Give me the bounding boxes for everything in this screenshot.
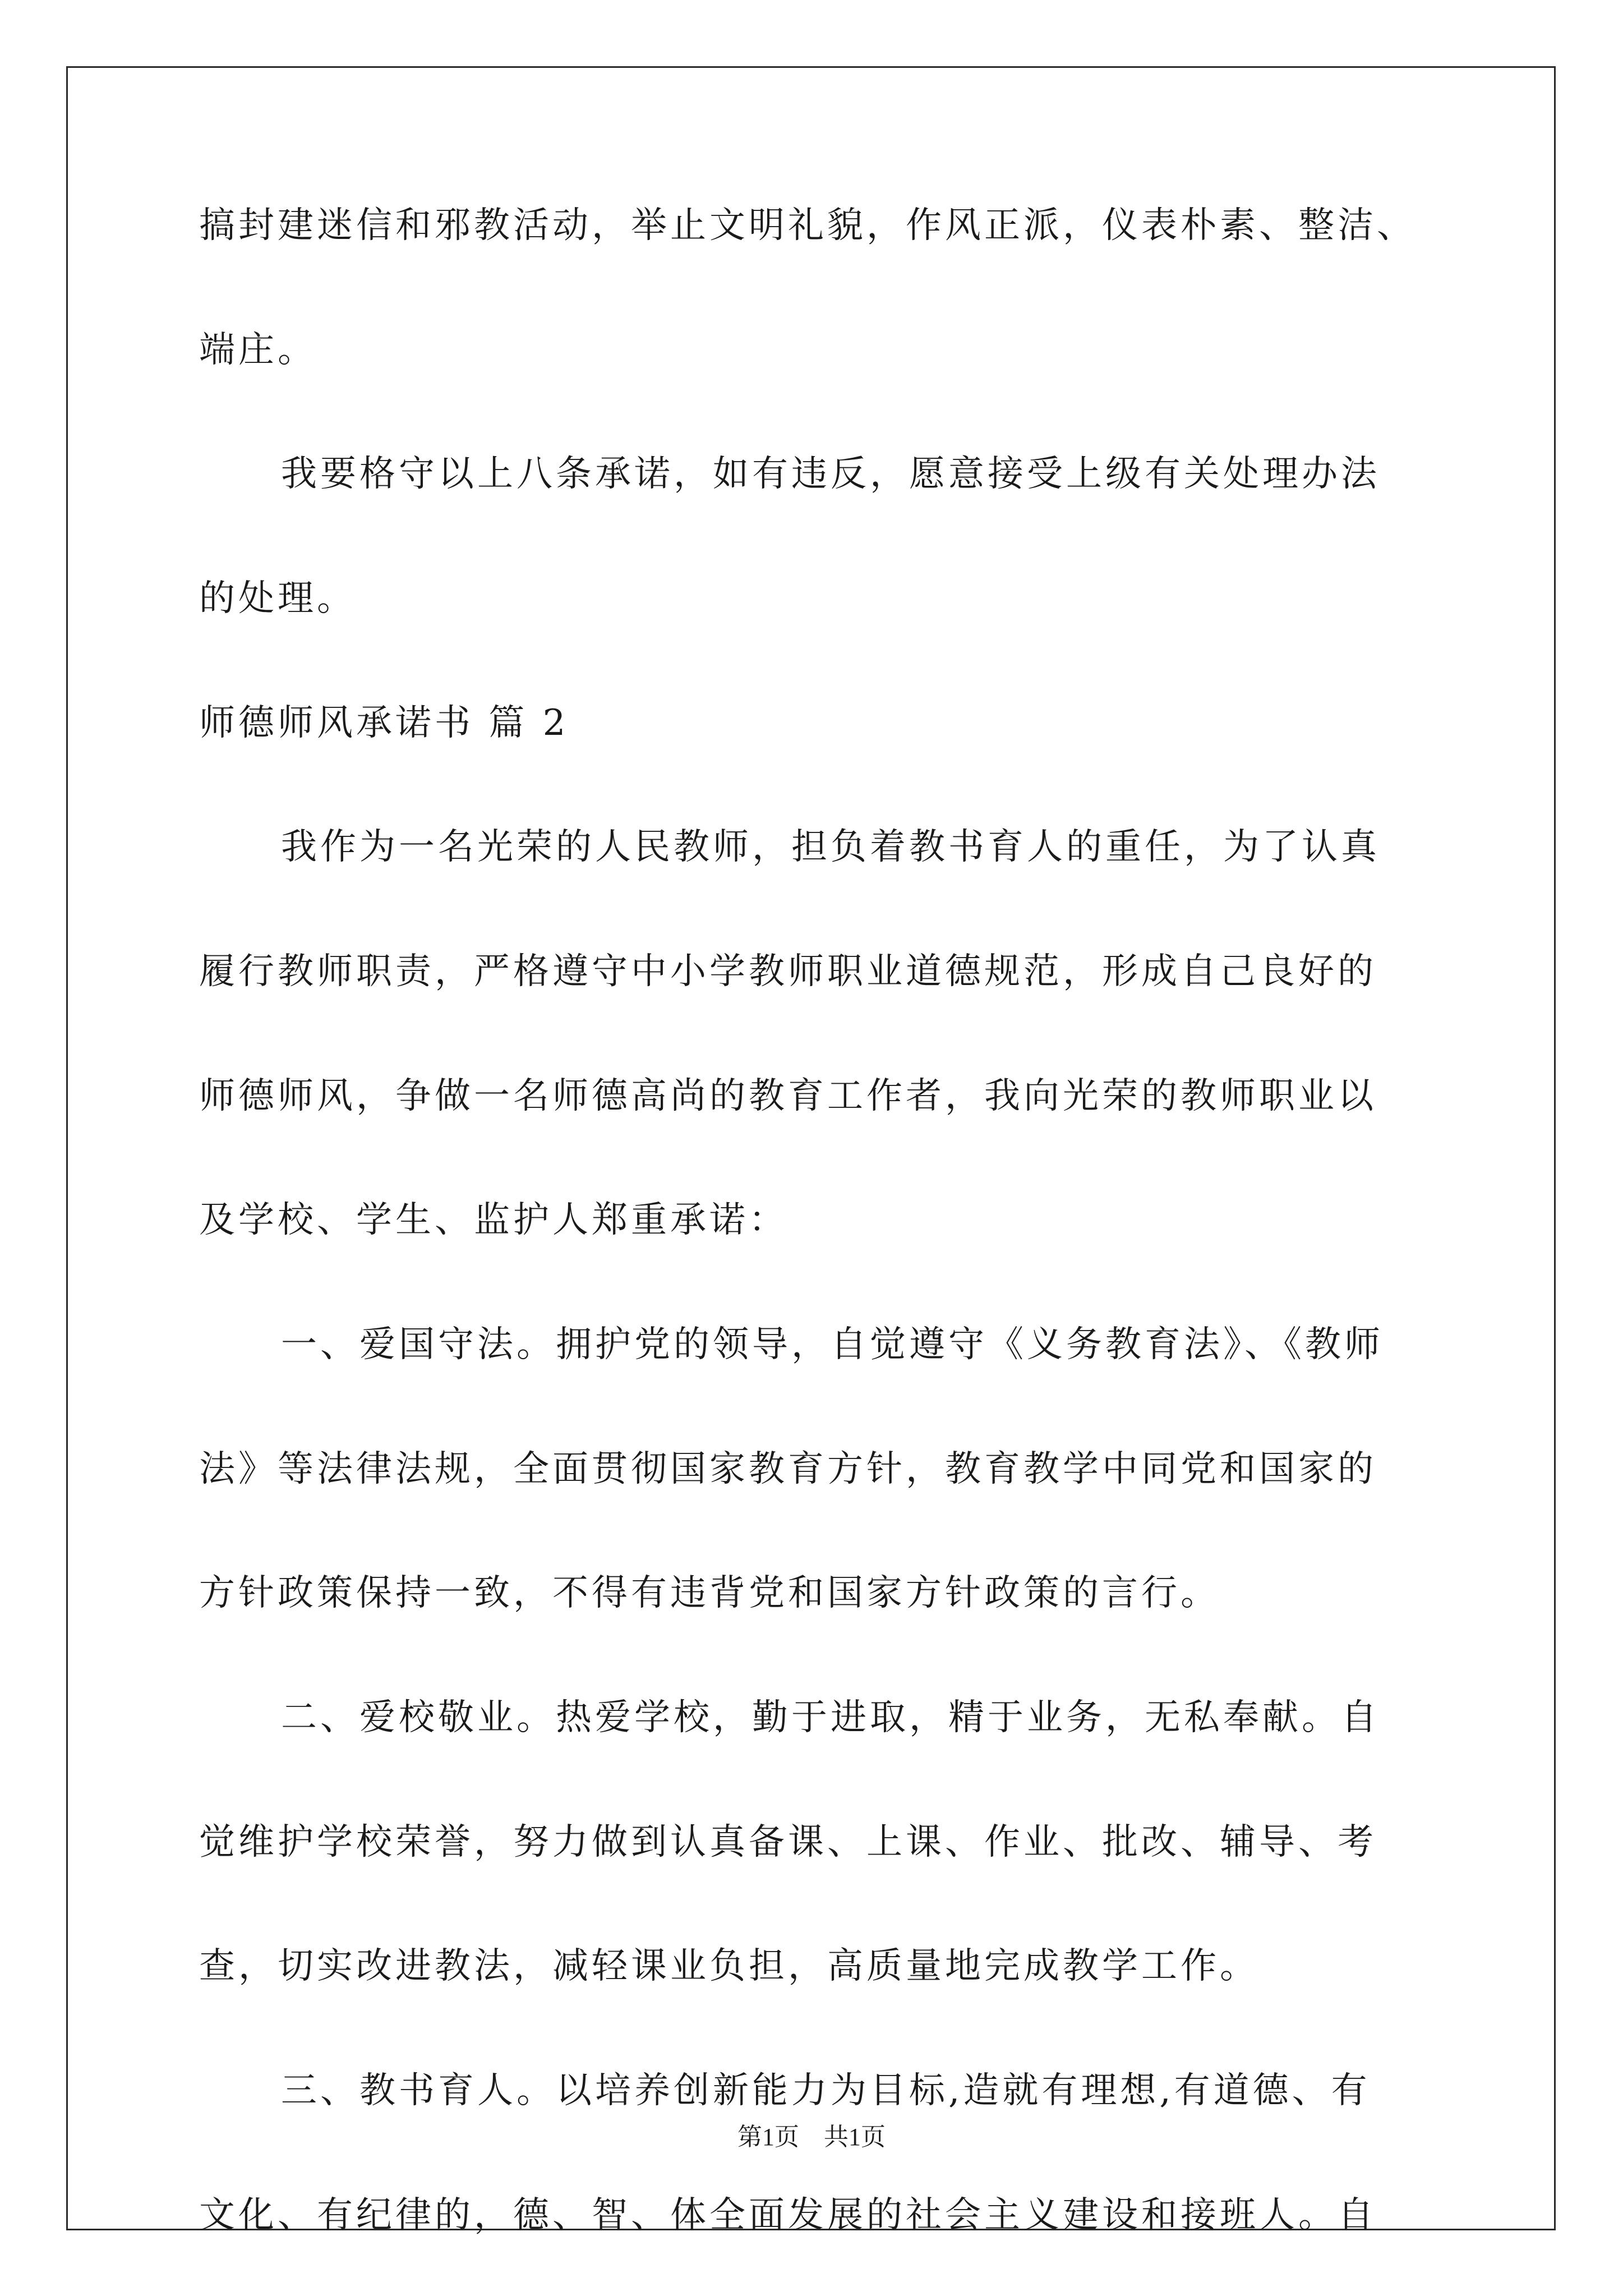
text-line: 二、爱校敬业。热爱学校，勤于进取，精于业务，无私奉献。自 — [281, 1697, 1380, 1738]
text-line: 我作为一名光荣的人民教师，担负着教书育人的重任，为了认真 — [281, 826, 1380, 868]
text-line: 搞封建迷信和邪教活动，举止文明礼貌，作风正派，仪表朴素、整洁、 — [199, 205, 1416, 246]
page-footer — [0, 2125, 1623, 2150]
text-line: 师德师风，争做一名师德高尚的教育工作者，我向光荣的教师职业以 — [199, 1075, 1377, 1117]
text-line: 法》等法律法规，全面贯彻国家教育方针，教育教学中同党和国家的 — [199, 1448, 1377, 1490]
text-line: 我要格守以上八条承诺，如有违反，愿意接受上级有关处理办法 — [281, 453, 1380, 495]
text-line: 一、爱国守法。拥护党的领导，自觉遵守《义务教育法》、《教师 — [281, 1324, 1384, 1365]
text-line: 文化、有纪律的，德、智、体全面发展的社会主义建设和接班人。自 — [199, 2194, 1377, 2236]
section-heading: 师德师风承诺书 篇 2 — [199, 702, 569, 744]
text-line: 及学校、学生、监护人郑重承诺： — [199, 1199, 788, 1241]
text-line: 查，切实改进教法，减轻课业负担，高质量地完成教学工作。 — [199, 1945, 1259, 1987]
text-line: 的处理。 — [199, 578, 356, 619]
page-border — [66, 66, 1556, 2230]
text-line: 端庄。 — [199, 329, 317, 371]
page-number: 第1页 — [737, 2123, 799, 2151]
text-line: 三、教书育人。以培养创新能力为目标,造就有理想,有道德、有 — [281, 2070, 1371, 2111]
page-total: 共1页 — [824, 2123, 886, 2151]
text-line: 方针政策保持一致，不得有违背党和国家方针政策的言行。 — [199, 1572, 1220, 1614]
text-line: 觉维护学校荣誉，努力做到认真备课、上课、作业、批改、辅导、考 — [199, 1821, 1377, 1863]
text-line: 履行教师职责，严格遵守中小学教师职业道德规范，形成自己良好的 — [199, 951, 1377, 992]
